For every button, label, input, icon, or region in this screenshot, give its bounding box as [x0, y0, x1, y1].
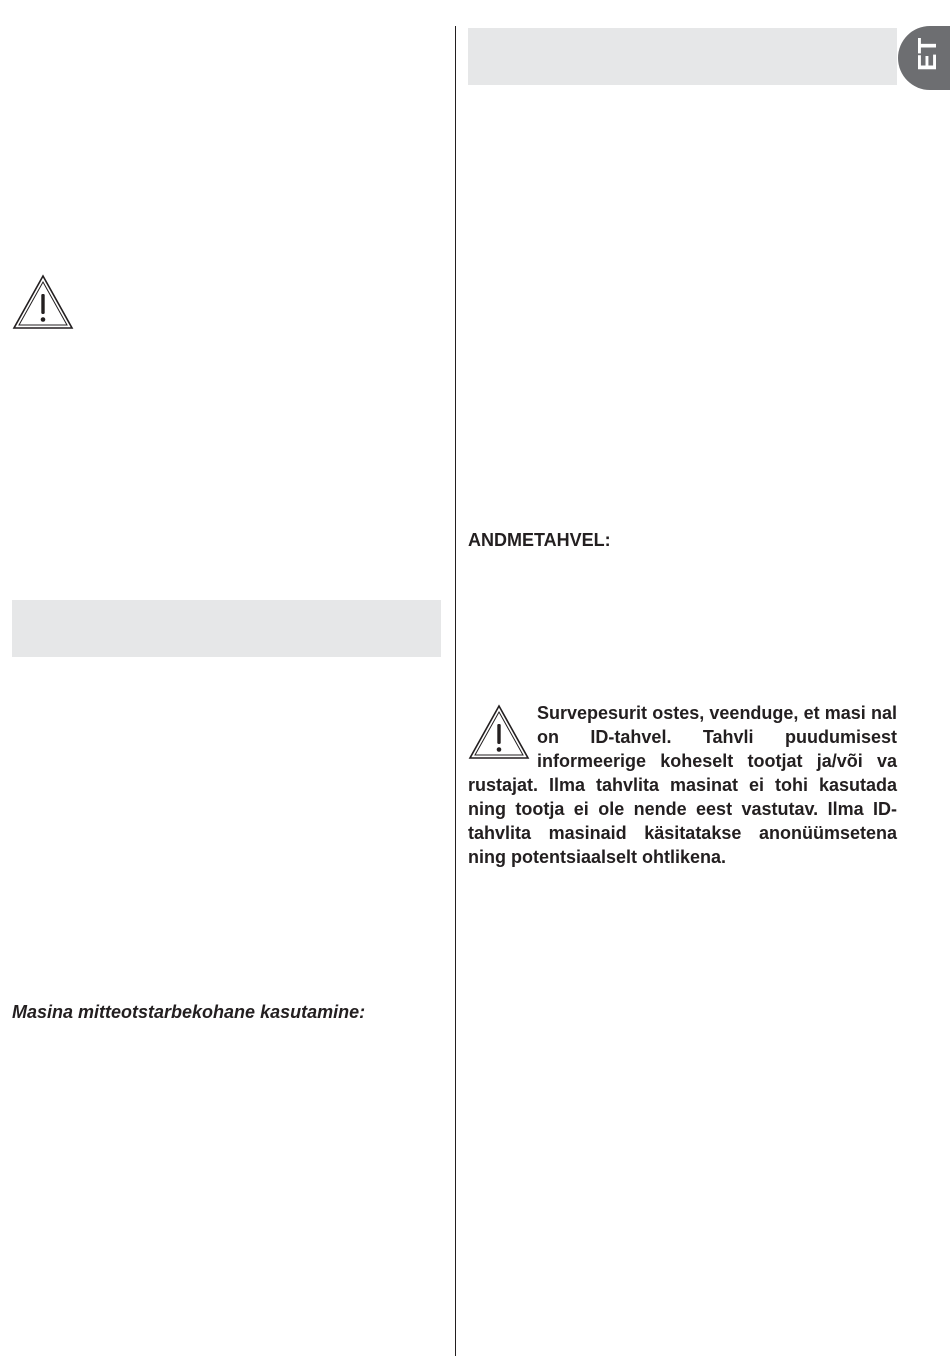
language-tab-label: ET: [912, 37, 942, 71]
language-tab: [898, 26, 950, 90]
id-plate-warning-text: Survepesurit ostes, veenduge, et masi nal on ID-tahvel. Tahvli puudumisest informeerige koheselt tootjat ja/või va rustajat. Ilma tahvlita masinat ei tohi kasutada ning tootja ei ole nende eest vastutav. Ilma ID-tahvlita masinaid käsitatakse anonüümsetena ning potentsiaalselt ohtlikena.: [468, 703, 897, 867]
section-band-top-right: [468, 28, 897, 85]
column-divider: [455, 26, 456, 1356]
section-band-mid-left: [12, 600, 441, 657]
warning-triangle-icon: [12, 274, 74, 330]
id-plate-heading: ANDMETAHVEL:: [468, 530, 611, 550]
id-plate-warning-paragraph: [468, 701, 897, 869]
misuse-heading: Masina mitteotstarbekohane kasutamine:: [12, 1002, 366, 1022]
icon-spacer: [468, 701, 537, 771]
